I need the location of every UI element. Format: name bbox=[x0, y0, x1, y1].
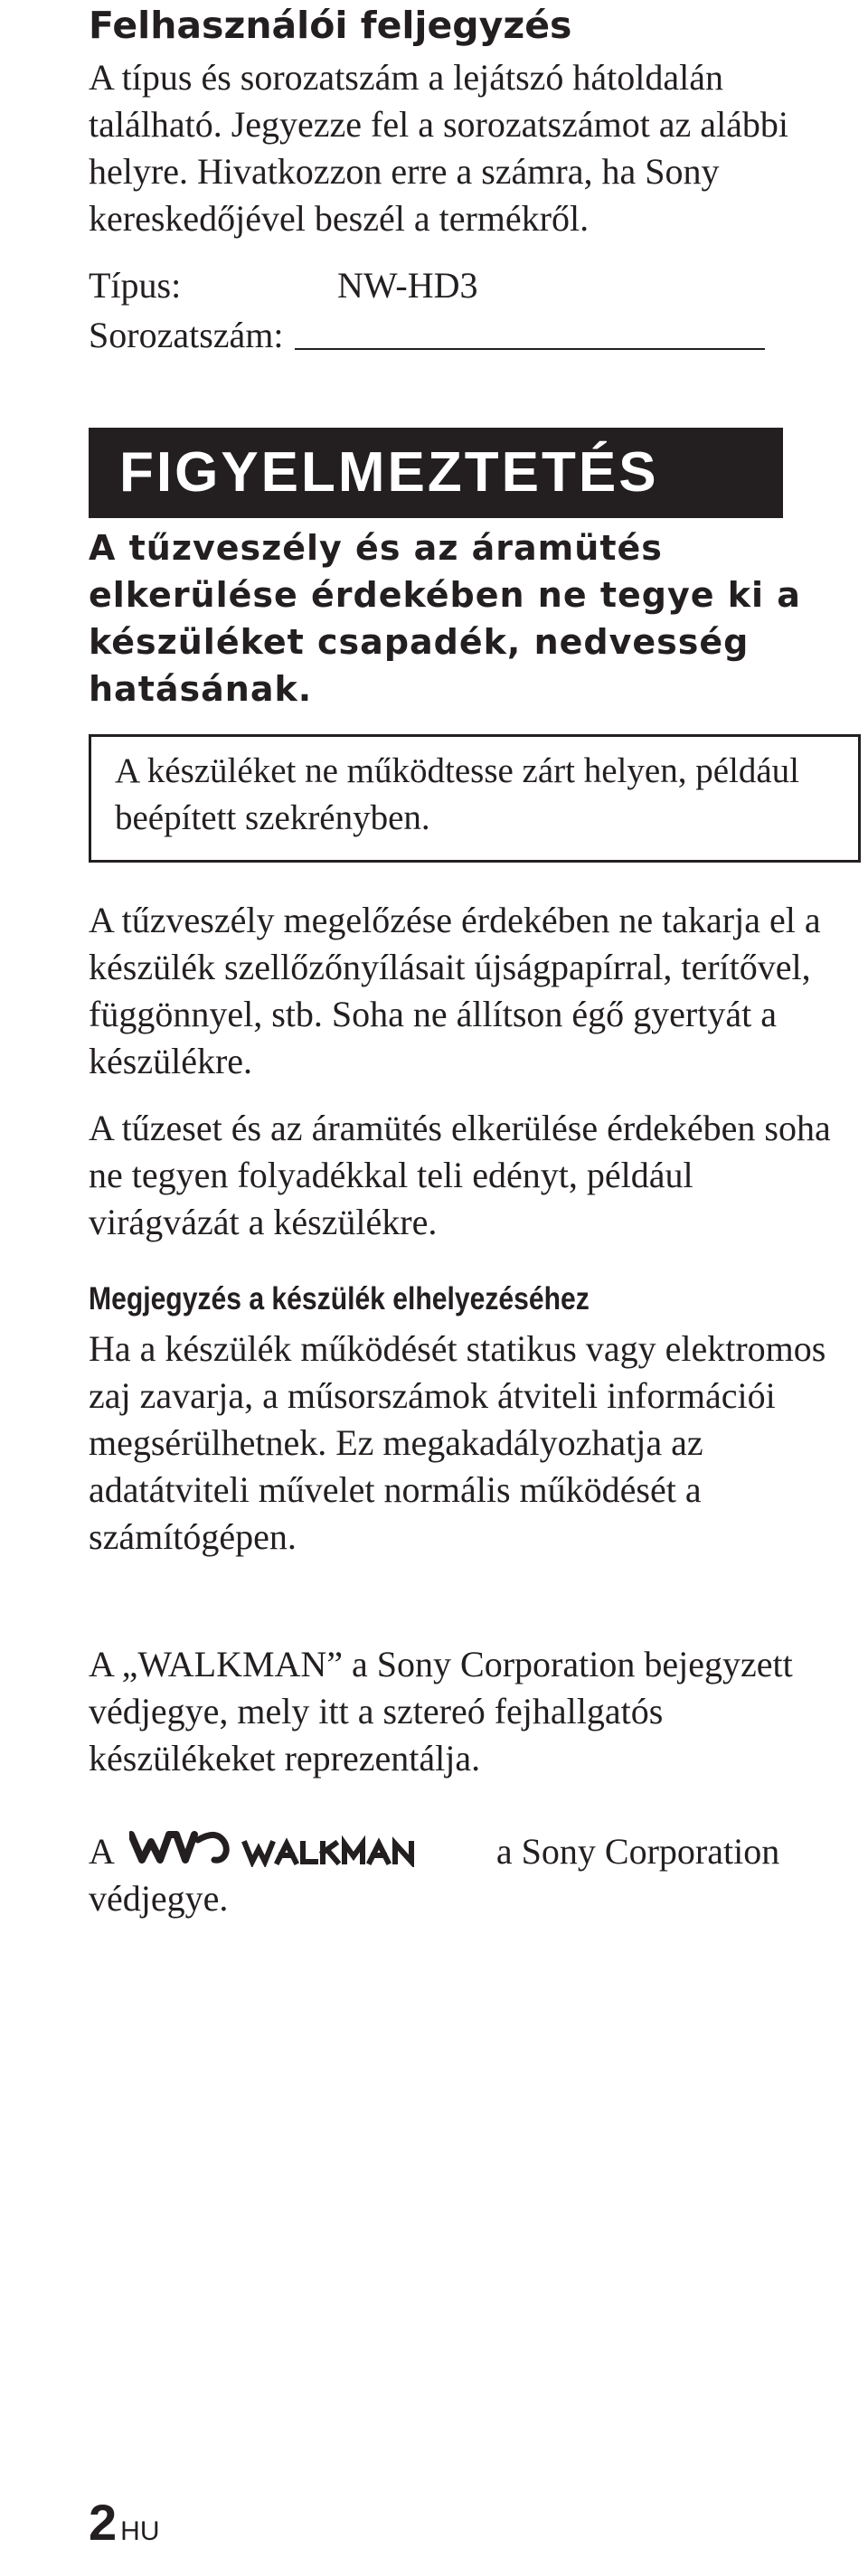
page-language-code: HU bbox=[120, 2516, 160, 2546]
serial-row bbox=[89, 312, 765, 359]
enclosed-space-notice-box bbox=[89, 734, 861, 863]
logo-last-line: védjegye. bbox=[89, 1878, 229, 1919]
fire-liquid-warning: A tűzeset és az áramütés elkerülése érdekében soha ne tegyen folyadékkal teli edényt, például virágvázát a készülékre. bbox=[89, 1108, 831, 1242]
walkman-trademark-text: A „WALKMAN” a Sony Corporation bejegyzett védjegye, mely itt a sztereó fejhallgatós készülékeket reprezentálja. bbox=[89, 1644, 793, 1779]
walkman-logo-trademark-line bbox=[89, 1828, 866, 1879]
warning-banner-text: FIGYELMEZTETÉS bbox=[119, 441, 659, 504]
page-number-digit: 2 bbox=[89, 2494, 118, 2551]
type-row bbox=[89, 262, 478, 309]
logo-suffix: a Sony Corporation bbox=[495, 1831, 780, 1872]
type-value: NW-HD3 bbox=[337, 265, 478, 306]
enclosed-space-notice-text: A készüléket ne működtesse zárt helyen, például beépített szekrényben. bbox=[115, 751, 799, 837]
warning-bold-text: A tűzveszély és az áramütés elkerülése érdekében ne tegye ki a készüléket csapadék, nedvesség hatásának. bbox=[89, 528, 801, 709]
placement-note-heading: Megjegyzés a készülék elhelyezéséhez bbox=[89, 1281, 590, 1316]
walkman-logo-icon bbox=[129, 1831, 487, 1879]
user-record-title: Felhasználói feljegyzés bbox=[89, 4, 572, 47]
logo-prefix: A bbox=[89, 1831, 115, 1872]
serial-label: Sorozatszám: bbox=[89, 315, 284, 355]
type-label: Típus: bbox=[89, 265, 182, 306]
user-record-body: A típus és sorozatszám a lejátszó hátoldalán található. Jegyezze fel a sorozatszámot az alábbi helyre. Hivatkozzon erre a számra, ha Sony kereskedőjével beszél a termékről. bbox=[89, 57, 789, 239]
warning-banner bbox=[89, 428, 783, 518]
placement-note-text: Ha a készülék működését statikus vagy elektromos zaj zavarja, a műsorszámok átviteli információi megsérülhetnek. Ez megakadályozhatja az adatátviteli művelet normális működését a számítógépen. bbox=[89, 1328, 826, 1557]
serial-number-blank-line bbox=[295, 312, 765, 350]
page-number bbox=[89, 2496, 160, 2559]
fire-cover-warning: A tűzveszély megelőzése érdekében ne takarja el a készülék szellőzőnyílásait újságpapírral, terítővel, függönnyel, stb. Soha ne állítson égő gyertyát a készülékre. bbox=[89, 900, 821, 1081]
